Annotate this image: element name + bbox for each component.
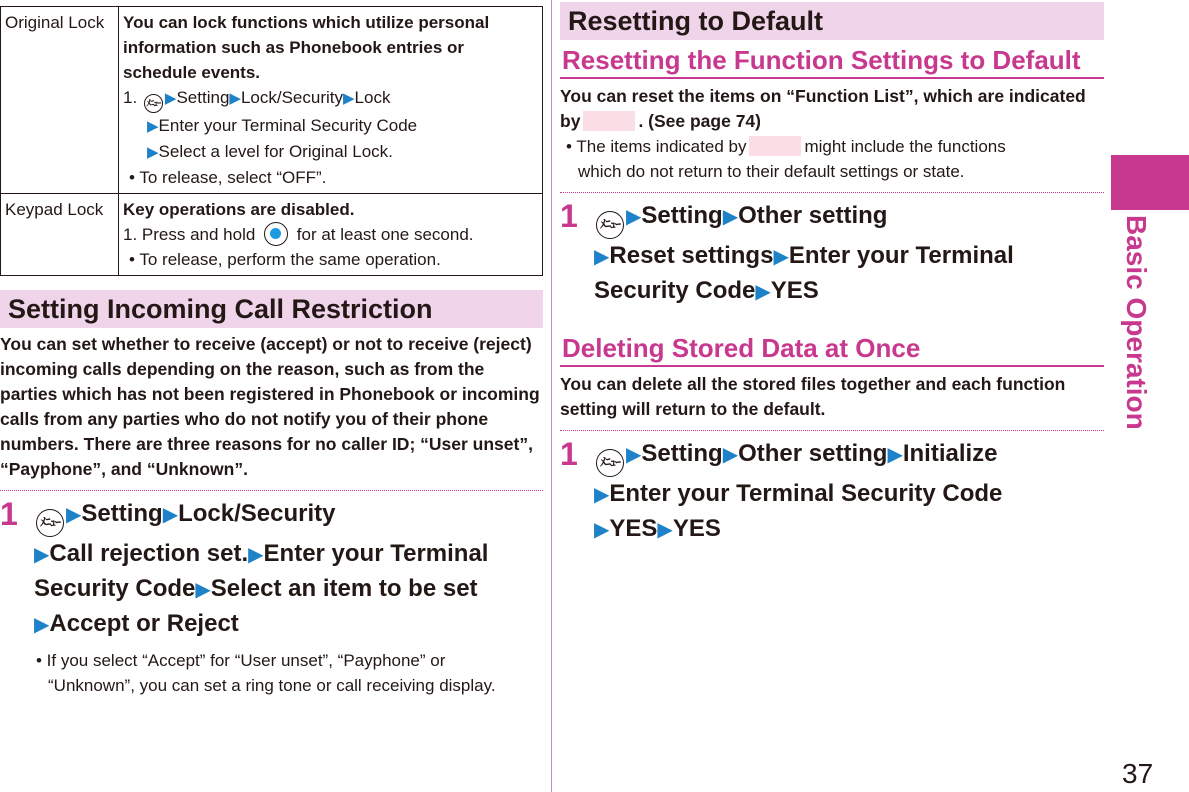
- row-description: Key operations are disabled.: [123, 200, 355, 219]
- arrow-icon: ▶: [343, 90, 355, 107]
- chapter-tab: [1111, 155, 1189, 210]
- arrow-icon: ▶: [773, 246, 789, 268]
- arrow-icon: ▶: [34, 614, 50, 636]
- arrow-icon: ▶: [594, 484, 610, 506]
- menu-key-icon: ﾒﾆｭｰ: [36, 509, 64, 537]
- arrow-icon: ▶: [722, 444, 739, 466]
- subsection-note: • The items indicated by might include the functions which do not return to their default settings or state.: [566, 137, 1006, 181]
- arrow-icon: ▶: [626, 444, 642, 466]
- row-label: Keypad Lock: [1, 194, 119, 276]
- menu-key-icon: ﾒﾆｭｰ: [596, 449, 624, 477]
- bullet-note: • To release, select “OFF”.: [129, 168, 327, 187]
- page-number: 37: [1122, 758, 1154, 789]
- subsection-heading: Resetting the Function Settings to Default: [560, 43, 1104, 79]
- arrow-icon: ▶: [195, 579, 211, 601]
- menu-key-icon: ﾒﾆｭｰ: [144, 94, 163, 113]
- subsection-body: You can delete all the stored files together and each function setting will return to the default.: [560, 374, 1066, 419]
- arrow-icon: ▶: [34, 544, 50, 566]
- step-number: 1: [0, 496, 18, 532]
- arrow-icon: ▶: [887, 444, 903, 466]
- table-row: Keypad Lock Key operations are disabled. 1. Press and hold for at least one second. • To release, perform the same operation.: [1, 194, 543, 276]
- function-list-marker: [583, 111, 635, 131]
- dotted-divider: [0, 490, 543, 491]
- row-label: Original Lock: [1, 7, 119, 194]
- arrow-icon: ▶: [594, 246, 610, 268]
- arrow-icon: ▶: [594, 519, 610, 541]
- step-number: 1.: [123, 88, 138, 107]
- arrow-icon: ▶: [147, 144, 159, 161]
- right-column: [560, 2, 1104, 547]
- arrow-icon: ▶: [147, 118, 159, 135]
- arrow-icon: ▶: [229, 90, 241, 107]
- table-row: Original Lock You can lock functions which utilize personal information such as Phonebook entries or schedule events. 1. ﾒﾆｭｰ ▶Setting▶Lock/Security▶Lock ▶Enter your Terminal Security Code ▶Select a level for Original Lock. • To release, select “OFF”.: [1, 7, 543, 194]
- procedure-step: 1 ﾒﾆｭｰ ▶Setting▶Lock/Security ▶Call rejection set.▶Enter your Terminal Security Code▶Select an item to be set ▶Accept or Reject: [0, 496, 489, 637]
- arrow-icon: ▶: [248, 544, 264, 566]
- arrow-icon: ▶: [722, 206, 739, 228]
- procedure-step: 1 ﾒﾆｭｰ ▶Setting▶Other setting ▶Reset settings▶Enter your Terminal Security Code▶YES: [560, 198, 1014, 304]
- arrow-icon: ▶: [626, 206, 642, 228]
- arrow-icon: ▶: [657, 519, 673, 541]
- section-body: You can set whether to receive (accept) or not to receive (reject) incoming calls depending on the reason, such as from the parties which has not been registered in Phonebook or incoming calls from any parties who do not notify you of their phone numbers. There are three reasons for no caller ID; “User unset”, “Payphone”, and “Unknown”.: [0, 334, 540, 479]
- step-number: 1: [560, 436, 578, 472]
- lock-function-table: [0, 6, 543, 276]
- procedure-step: 1 ﾒﾆｭｰ ▶Setting▶Other setting▶Initialize ▶Enter your Terminal Security Code ▶YES▶YES: [560, 436, 1003, 542]
- dotted-divider: [560, 192, 1104, 193]
- arrow-icon: ▶: [162, 504, 179, 526]
- step-number: 1: [560, 198, 578, 234]
- subsection-body: You can reset the items on “Function List”, which are indicated by . (See page 74): [560, 86, 1086, 131]
- arrow-icon: ▶: [66, 504, 82, 526]
- arrow-icon: ▶: [755, 281, 771, 303]
- function-list-marker: [749, 136, 801, 156]
- row-description: You can lock functions which utilize personal information such as Phonebook entries or schedule events.: [123, 13, 490, 82]
- dotted-divider: [560, 430, 1104, 431]
- section-title: Resetting to Default: [560, 2, 1104, 40]
- step-note: • If you select “Accept” for “User unset”, “Payphone” or “Unknown”, you can set a ring tone or call receiving display.: [36, 651, 496, 695]
- center-key-icon: [264, 222, 288, 246]
- section-title: Setting Incoming Call Restriction: [0, 290, 543, 328]
- menu-key-icon: ﾒﾆｭｰ: [596, 211, 624, 239]
- left-column: [0, 6, 543, 698]
- chapter-label: Basic Operation: [1121, 215, 1152, 430]
- subsection-heading: Deleting Stored Data at Once: [560, 331, 1104, 367]
- column-divider: [551, 0, 552, 792]
- bullet-note: • To release, perform the same operation.: [129, 250, 441, 269]
- arrow-icon: ▶: [164, 90, 177, 107]
